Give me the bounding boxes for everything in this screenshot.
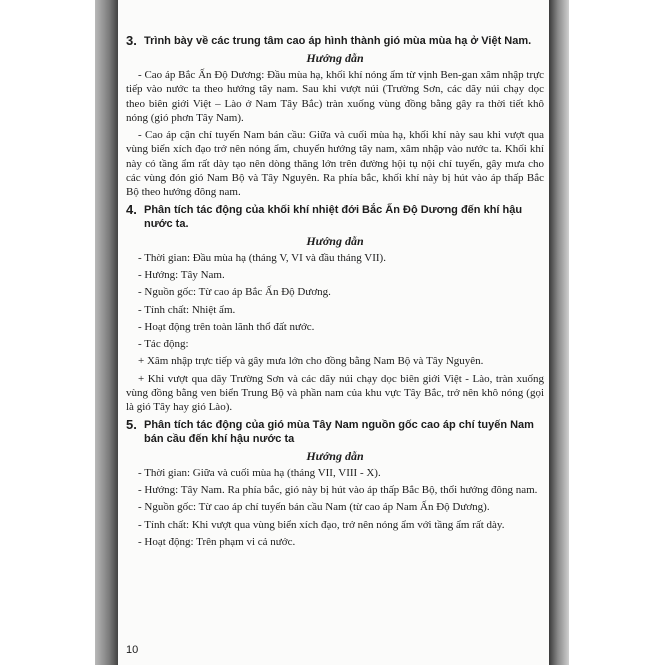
guidance-heading: Hướng dẫn xyxy=(306,233,364,248)
paragraph: - Cao áp Bắc Ấn Độ Dương: Đầu mùa hạ, khối khí nóng ẩm từ vịnh Ben-gan xâm nhập trực tiếp vào nước ta theo hướng tây nam. Sau khi vượt núi (Trường Sơn, các dãy núi chạy dọc theo biên giới Việt – Lào ở Nam Tây Bắc) tràn xuống vùng đồng bằng gây ra thời tiết khô nóng (gió phơn Tây Nam). xyxy=(126,69,544,124)
book-page xyxy=(118,0,549,665)
paragraph: - Thời gian: Đầu mùa hạ (tháng V, VI và đầu tháng VII). xyxy=(138,251,386,264)
paragraph: - Hướng: Tây Nam. Ra phía bắc, gió này bị hút vào áp thấp Bắc Bộ, thổi hướng đông nam. xyxy=(138,483,538,496)
binding-shadow-left xyxy=(95,0,119,665)
paragraph: + Khi vượt qua dãy Trường Sơn và các dãy núi chạy dọc biên giới Việt - Lào, tràn xuống vùng đồng bằng ven biển Trung Bộ và phần nam của khu vực Tây Bắc, trở nên khô nóng (gọi là gió Tây hay gió Lào). xyxy=(126,372,544,414)
question-3-title xyxy=(126,34,544,48)
paragraph: - Nguồn gốc: Từ cao áp Bắc Ấn Độ Dương. xyxy=(138,286,331,299)
question-number: 4. xyxy=(126,201,137,217)
paragraph: - Hướng: Tây Nam. xyxy=(138,268,225,281)
question-number: 5. xyxy=(126,416,137,432)
question-text: Phân tích tác động của gió mùa Tây Nam nguồn gốc cao áp chí tuyến Nam bán cầu đến khí hậu nước ta xyxy=(144,418,534,445)
question-number: 3. xyxy=(126,33,137,48)
paragraph: - Tính chất: Nhiệt ẩm. xyxy=(138,303,236,316)
paragraph: - Hoạt động: Trên phạm vi cả nước. xyxy=(138,535,296,548)
question-4-title xyxy=(126,203,544,231)
page-content xyxy=(126,34,544,552)
paragraph: - Hoạt động trên toàn lãnh thổ đất nước. xyxy=(138,320,315,333)
question-text: Trình bày về các trung tâm cao áp hình thành gió mùa mùa hạ ở Việt Nam. xyxy=(144,35,532,47)
question-5-title xyxy=(126,418,544,446)
guidance-heading: Hướng dẫn xyxy=(306,51,364,65)
paragraph: + Xâm nhập trực tiếp và gây mưa lớn cho đồng bằng Nam Bộ và Tây Nguyên. xyxy=(138,355,484,368)
binding-shadow-right xyxy=(549,0,569,665)
paragraph: - Tác động: xyxy=(138,338,189,351)
paragraph: - Thời gian: Giữa và cuối mùa hạ (tháng VII, VIII - X). xyxy=(138,466,381,479)
paragraph: - Tính chất: Khi vượt qua vùng biển xích đạo, trở nên nóng ẩm với tầng ẩm rất dày. xyxy=(138,518,505,531)
guidance-heading: Hướng dẫn xyxy=(306,448,364,463)
paragraph: - Nguồn gốc: Từ cao áp chí tuyến bán cầu Nam (từ cao áp Nam Ấn Độ Dương). xyxy=(138,501,490,514)
question-text: Phân tích tác động của khối khí nhiệt đới Bắc Ấn Độ Dương đến khí hậu nước ta. xyxy=(144,203,523,230)
paragraph: - Cao áp cận chí tuyến Nam bán cầu: Giữa và cuối mùa hạ, khối khí này sau khi vượt qua vùng biển xích đạo trở nên nóng ẩm, chuyển hướng tây nam, xâm nhập vào nước ta. Khối khí này có tầng ẩm rất dày tạo nên dòng thăng lớn trên đường hội tụ nội chí tuyến, gây mưa cho các vùng đón gió Nam Bộ và Tây Nguyên. Ra phía bắc, khối khí này bị hút vào áp thấp Bắc Bộ theo hướng đông nam. xyxy=(126,129,544,199)
page-number: 10 xyxy=(126,644,139,656)
